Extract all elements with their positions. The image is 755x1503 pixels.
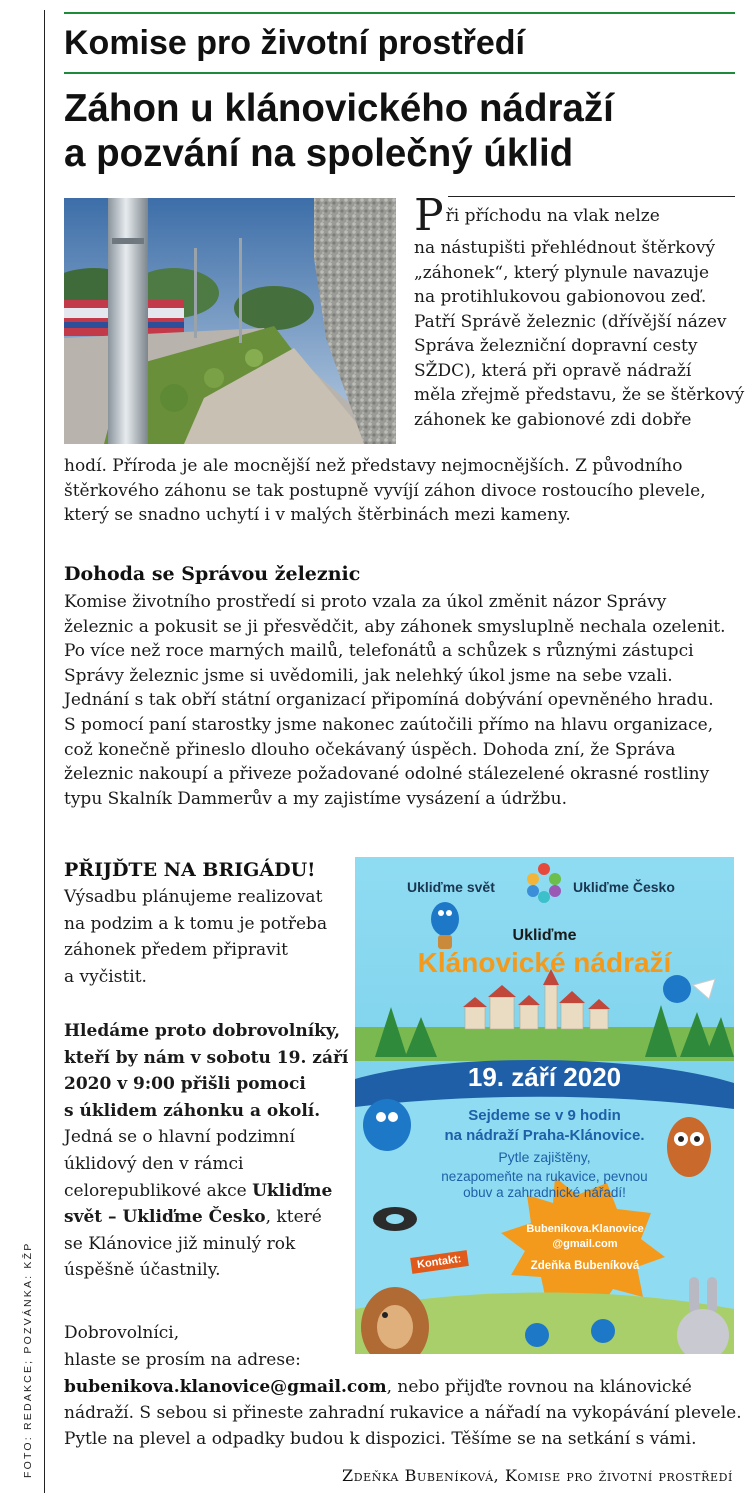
poster-meet-time: Sejdeme se v 9 hodin [468, 1107, 621, 1124]
intro-continuation [64, 454, 706, 528]
brigade-intro [64, 884, 327, 990]
intro-line: Patří Správě železnic (dřívější název [414, 311, 727, 332]
poster-contact-email: @gmail.com [552, 1238, 618, 1250]
agreement-line: typu Skalník Dammerův a my zajistíme vysázení a údržbu. [64, 788, 568, 809]
tyre-icon [373, 1207, 417, 1231]
intro-line: na protihlukovou gabionovou zeď. [414, 287, 707, 307]
poster-title-small: Ukliďme [512, 927, 577, 944]
brigade-campaign-name: svět – Ukliďme Česko [64, 1207, 266, 1228]
logo-dot-icon [538, 863, 550, 875]
bird-icon [525, 1323, 549, 1347]
logo-dot-icon [527, 885, 539, 897]
top-green-rule [64, 12, 735, 14]
agreement-heading: Dohoda se Správou železnic [64, 563, 361, 585]
poster-contact-name: Zdeňka Bubeníková [530, 1260, 640, 1272]
bird-icon [591, 1319, 615, 1343]
photo-credit: FOTO: REDAKCE; POZVÁNKA: KŽP [22, 1241, 34, 1478]
agreement-line: Po více než roce marných mailů, telefonátů a schůzek s různými zástupci [64, 641, 694, 662]
poster-meet-place: na nádraží Praha-Klánovice. [444, 1127, 645, 1144]
logo-dot-icon [527, 873, 539, 885]
intro-wide-line: štěrkového záhonu se tak postupně vyvíjí záhon divoce rostoucího plevele, [64, 480, 706, 501]
intro-wide-line: který se snadno uchytí i v malých štěrbinách mezi kameny. [64, 505, 571, 526]
section-title: Komise pro životní prostředí [64, 24, 525, 62]
intro-line: Správa železniční dopravní cesty [414, 336, 698, 356]
email-link[interactable]: bubenikova.klanovice@gmail.com [64, 1377, 387, 1397]
agreement-line: železnic nakoupí a přiveze požadované odolné stálezelené okrasné rostliny [64, 764, 710, 785]
poster-reminder: nezapomeňte na rukavice, pevnou [441, 1169, 648, 1184]
poster-date: 19. září 2020 [467, 1062, 622, 1092]
agreement-line: železnic a pokusit se ji přesvědčit, aby záhonek smysluplně nechala ozelenit. [64, 616, 726, 637]
intro-line: ři příchodu na vlak nelze [445, 206, 660, 226]
volunteers-note [64, 1320, 301, 1373]
brigade-line: Jedná se o hlavní podzimní [64, 1127, 295, 1148]
brigade-line: se Klánovice již minulý rok [64, 1233, 296, 1254]
intro-line: záhonek ke gabionové zdi dobře [414, 409, 692, 430]
author-signature: Zdeňka Bubeníková, Komise pro životní prostředí [342, 1466, 733, 1485]
brigade-line [64, 1204, 348, 1231]
intro-wide-line: hodí. Příroda je ale mocnější než představy nejmocnějších. Z původního [64, 456, 683, 476]
brigade-call [64, 1018, 348, 1284]
drop-cap: P [414, 190, 444, 241]
logo-dot-icon [549, 873, 561, 885]
agreement-line: Jednání s tak obří státní organizací připomíná dobývání opevněného hradu. [64, 690, 714, 711]
poster-contact-label: Kontakt: [410, 1250, 468, 1274]
brigade-line: úspěšně účastnily. [64, 1260, 221, 1281]
intro-line: SŽDC), která při opravě nádraží [414, 360, 692, 381]
headline-line-1: Záhon u klánovického nádraží [64, 87, 614, 130]
logo-dot-icon [549, 885, 561, 897]
platform-photo-illustration [64, 198, 396, 444]
volunteers-line: Dobrovolníci, [64, 1323, 180, 1343]
volunteers-line: hlaste se prosím na adrese: [64, 1349, 301, 1370]
poster-contact-email: Bubenikova.Klanovice [526, 1223, 644, 1235]
brigade-line [64, 1178, 348, 1205]
brigade-campaign-name: Ukliďme [252, 1180, 333, 1201]
closing-paragraph [64, 1374, 742, 1452]
intro-line: „záhonek“, který plynule navazuje [414, 262, 710, 283]
brigade-line: a vyčistit. [64, 966, 147, 987]
intro-paragraph [414, 190, 745, 432]
agreement-line: Komise životního prostředí si proto vzala za úkol změnit názor Správy [64, 592, 667, 612]
intro-line: měla zřejmě představu, že se štěrkový [414, 385, 745, 405]
email-line [64, 1374, 742, 1400]
poster-top-right: Ukliďme Česko [573, 879, 675, 895]
side-rule [44, 10, 45, 1493]
agreement-line: Správy železnic jsme si uvědomili, jak nelehký úkol jsme na sebe vzali. [64, 665, 673, 686]
headline-line-2: a pozvání na společný úklid [64, 132, 574, 175]
poster-title-big: Klánovické nádraží [417, 947, 672, 978]
section-green-rule [64, 72, 735, 74]
brigade-line: Výsadbu plánujeme realizovat [64, 887, 323, 907]
platform-photo [64, 198, 396, 444]
agreement-line: S pomocí paní starostky jsme nakonec zaútočili přímo na hlavu organizace, [64, 714, 714, 735]
poster-reminder: obuv a zahradnické nářadí! [463, 1185, 626, 1200]
poster-bags: Pytle zajištěny, [498, 1149, 591, 1165]
closing-line: Pytle na plevel a odpadky budou k dispozici. Těšíme se na setkání s vámi. [64, 1429, 697, 1449]
agreement-paragraph [64, 590, 726, 811]
brigade-line: úklidový den v rámci [64, 1153, 244, 1174]
poster-top-left: Ukliďme svět [407, 879, 495, 895]
logo-dot-icon [538, 891, 550, 903]
brigade-line: na podzim a k tomu je potřeba [64, 913, 328, 934]
closing-line: nádraží. S sebou si přineste zahradní rukavice a nářadí na vykopávání plevele. [64, 1403, 742, 1423]
email-after-text: , nebo přijďte rovnou na klánovické [386, 1377, 692, 1397]
article-headline [64, 86, 744, 176]
brigade-heading: PŘIJĎTE NA BRIGÁDU! [64, 859, 316, 881]
intro-line: na nástupišti přehlédnout štěrkový [414, 238, 716, 258]
brigade-text: celorepublikové akce [64, 1180, 253, 1201]
brigade-text: , které [265, 1207, 322, 1228]
brigade-bold-line: kteří by nám v sobotu 19. září [64, 1047, 349, 1068]
brigade-bold-line: 2020 v 9:00 přišli pomoci [64, 1074, 306, 1095]
brigade-bold-line: s úklidem záhonku a okolí. [64, 1100, 321, 1121]
brigade-bold-line: Hledáme proto dobrovolníky, [64, 1021, 341, 1041]
event-poster [355, 857, 734, 1354]
brigade-line: záhonek předem připravit [64, 940, 288, 961]
agreement-line: což konečně přineslo dlouho očekávaný úspěch. Dohoda zní, že Správa [64, 739, 676, 760]
owl-icon [667, 1117, 711, 1177]
